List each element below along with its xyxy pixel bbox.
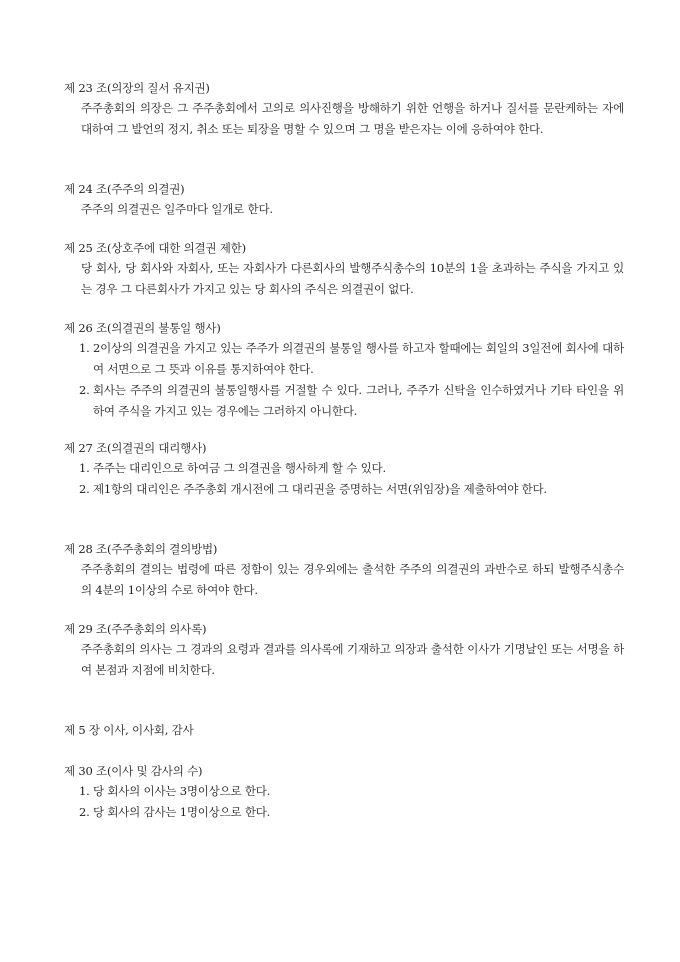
article-23-title: 제 23 조(의장의 질서 유지권) bbox=[64, 81, 210, 95]
item-number: 1. bbox=[79, 461, 90, 475]
item-text: 주주는 대리인으로 하여금 그 의결권을 행사하게 할 수 있다. bbox=[93, 461, 386, 475]
item-text: 2이상의 의결권을 가지고 있는 주주가 의결권의 불통일 행사를 하고자 할때에는 회일의 3일전에 회사에 대하여 서면으로 그 뜻과 이유를 통지하여야 한다. bbox=[93, 341, 624, 376]
article-25-title: 제 25 조(상호주에 대한 의결권 제한) bbox=[64, 241, 246, 255]
article-27 bbox=[64, 438, 624, 500]
item-text: 당 회사의 감사는 1명이상으로 한다. bbox=[93, 805, 271, 819]
article-27-item bbox=[79, 458, 624, 479]
article-28 bbox=[64, 539, 624, 601]
item-text: 회사는 주주의 의결권의 불통일행사를 거절할 수 있다. 그러나, 주주가 신탁을 인수하였거나 기타 타인을 위하여 주식을 가지고 있는 경우에는 그러하지 아니한다. bbox=[93, 383, 624, 418]
item-number: 1. bbox=[79, 784, 90, 798]
article-23-body: 주주총회의 의장은 그 주주총회에서 고의로 의사진행을 방해하기 위한 언행을 하거나 질서를 문란케하는 자에 대하여 그 발언의 정지, 취소 또는 퇴장을 명할 수 있으며 그 명을 받은자는 이에 응하여야 한다. bbox=[81, 101, 624, 136]
article-25 bbox=[64, 238, 624, 300]
article-28-body: 주주총회의 결의는 법령에 따른 정함이 있는 경우외에는 출석한 주주의 의결권의 과반수로 하되 발행주식총수의 4분의 1이상의 수로 하여야 한다. bbox=[81, 562, 624, 597]
item-number: 1. bbox=[79, 341, 90, 355]
article-30 bbox=[64, 761, 624, 823]
article-30-item bbox=[79, 802, 624, 823]
article-24 bbox=[64, 179, 624, 220]
item-number: 2. bbox=[79, 383, 90, 397]
article-27-title: 제 27 조(의결권의 대리행사) bbox=[64, 441, 207, 455]
item-text: 제1항의 대리인은 주주총회 개시전에 그 대리권을 증명하는 서면(위임장)을 제출하여야 한다. bbox=[93, 482, 547, 496]
article-25-body: 당 회사, 당 회사와 자회사, 또는 자회사가 다른회사의 발행주식총수의 10분의 1을 초과하는 주식을 가지고 있는 경우 그 다른회사가 가지고 있는 당 회사의 주식은 의결권이 없다. bbox=[81, 261, 624, 296]
article-29 bbox=[64, 619, 624, 681]
article-26 bbox=[64, 318, 624, 422]
article-30-title: 제 30 조(이사 및 감사의 수) bbox=[64, 764, 203, 778]
article-30-item bbox=[79, 781, 624, 802]
item-number: 2. bbox=[79, 482, 90, 496]
article-24-body: 주주의 의결권은 일주마다 일개로 한다. bbox=[81, 202, 273, 216]
article-26-item bbox=[79, 380, 624, 422]
article-27-item bbox=[79, 479, 624, 500]
article-26-item bbox=[79, 338, 624, 380]
article-28-title: 제 28 조(주주총회의 결의방법) bbox=[64, 542, 218, 556]
article-26-title: 제 26 조(의결권의 불통일 행사) bbox=[64, 321, 221, 335]
article-23 bbox=[64, 78, 624, 140]
chapter-heading: 제 5 장 이사, 이사회, 감사 bbox=[64, 723, 194, 737]
item-number: 2. bbox=[79, 805, 90, 819]
article-24-title: 제 24 조(주주의 의결권) bbox=[64, 182, 185, 196]
item-text: 당 회사의 이사는 3명이상으로 한다. bbox=[93, 784, 271, 798]
article-29-body: 주주총회의 의사는 그 경과의 요령과 결과를 의사록에 기재하고 의장과 출석한 이사가 기명날인 또는 서명을 하여 본점과 지점에 비치한다. bbox=[81, 642, 624, 677]
article-29-title: 제 29 조(주주총회의 의사록) bbox=[64, 622, 207, 636]
